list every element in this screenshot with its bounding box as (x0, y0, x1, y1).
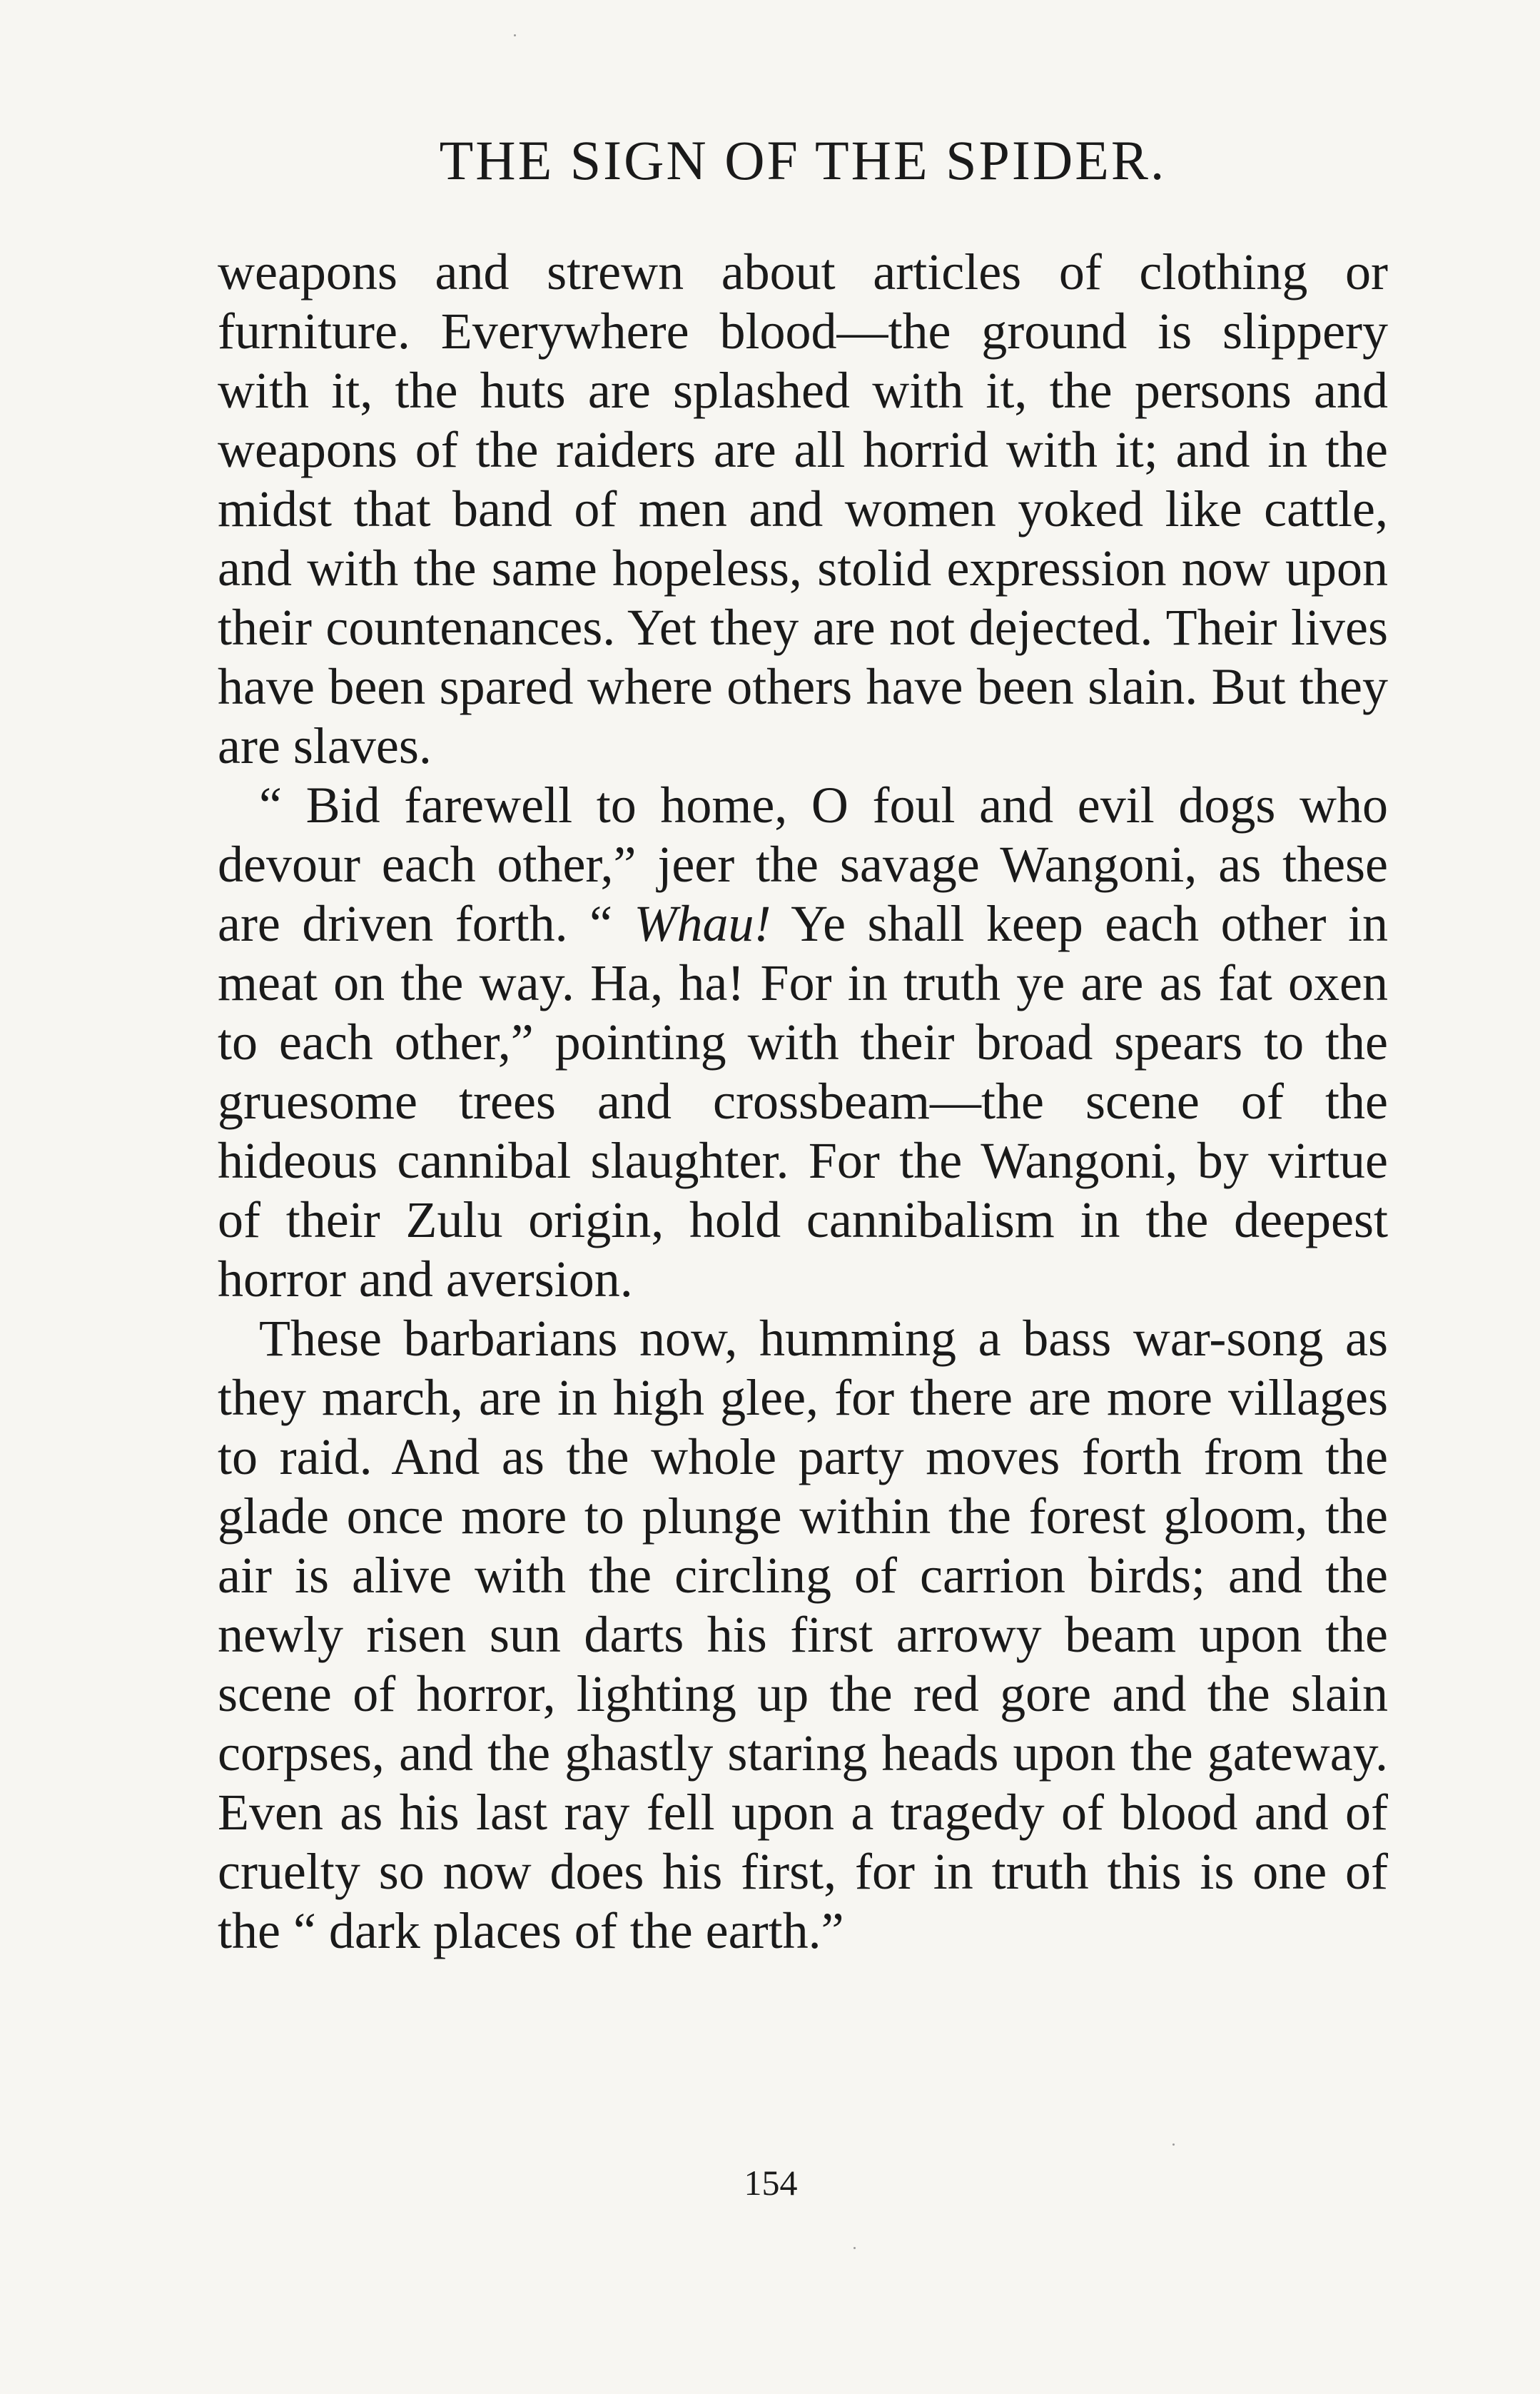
running-head: THE SIGN OF THE SPIDER. (439, 129, 1167, 191)
page-number: 154 (744, 2163, 798, 2203)
paragraph-text: Ye shall keep each other in meat on the way. Ha, ha! For in truth ye are as fat oxen to each other,” pointing with their broad spears to the gruesome trees and crossbeam—the scene of the hideous cannibal slaughter. For the Wangoni, by virtue of their Zulu origin, hold cannibalism in the deepest horror and aversion. (218, 895, 1388, 1308)
paper-speck (853, 2247, 856, 2249)
paragraph-text: “ Bid farewell to home, O foul and evil dogs who devour each other,” jeer the savage Wangoni, as these are driven forth. “ (218, 777, 1388, 952)
body-text (218, 243, 1388, 1961)
paragraph: These barbarians now, humming a bass war-song as they march, are in high glee, for there are more villages to raid. And as the whole party moves forth from the glade once more to plunge within the forest gloom, the air is alive with the circling of carrion birds; and the newly risen sun darts his first arrowy beam upon the scene of horror, lighting up the red gore and the slain corpses, and the ghastly staring heads upon the gateway. Even as his last ray fell upon a tragedy of blood and of cruelty so now does his first, for in truth this is one of the “ dark places of the earth.” (218, 1310, 1388, 1959)
italic-exclamation: Whau! (634, 895, 771, 952)
paper-speck (514, 34, 516, 36)
paragraph: weapons and strewn about articles of clothing or furniture. Everywhere blood—the ground is slippery with it, the huts are splashed with it, the persons and weapons of the raiders are all horrid with it; and in the midst that band of men and women yoked like cattle, and with the same hopeless, stolid expression now upon their countenances. Yet they are not dejected. Their lives have been spared where others have been slain. But they are slaves. (218, 243, 1388, 774)
paper-speck (1172, 2143, 1175, 2146)
paragraph (218, 776, 1388, 1309)
